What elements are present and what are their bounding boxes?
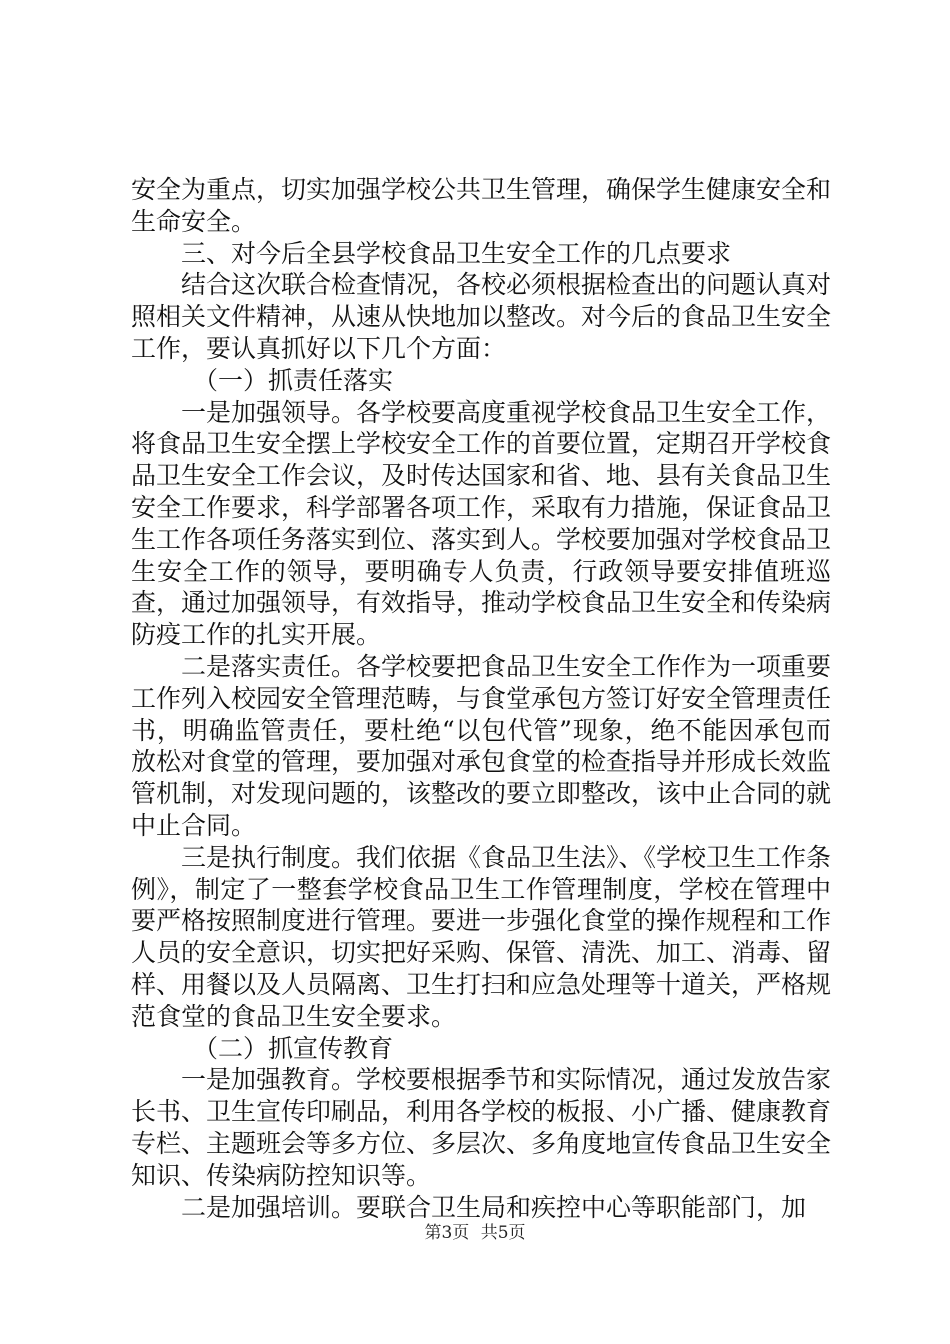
page-footer <box>0 1218 950 1243</box>
page-total: 共5页 <box>480 1223 526 1243</box>
section-heading-3: 三、对今后全县学校食品卫生安全工作的几点要求 <box>181 238 732 268</box>
paragraph-7: 二是加强培训。要联合卫生局和疾控中心等职能部门，加 <box>181 1192 807 1222</box>
document-body <box>131 174 831 1223</box>
paragraph-6: 一是加强教育。学校要根据季节和实际情况，通过发放告家长书、卫生宣传印刷品，利用各学校的板报、小广播、健康教育专栏、主题班会等多方位、多层次、多角度地宣传食品卫生安全知识、传染病防控知识等。 <box>131 1065 832 1190</box>
paragraph-4: 二是落实责任。各学校要把食品卫生安全工作作为一项重要工作列入校园安全管理范畴，与食堂承包方签订好安全管理责任书，明确监管责任，要杜绝“以包代管”现象，绝不能因承包而放松对食堂的管理，要加强对承包食堂的检查指导并形成长效监管机制，对发现问题的，该整改的要立即整改，该中止合同的就中止合同。 <box>131 651 832 840</box>
paragraph-2: 结合这次联合检查情况，各校必须根据检查出的问题认真对照相关文件精神，从速从快地加以整改。对今后的食品卫生安全工作，要认真抓好以下几个方面： <box>131 270 832 363</box>
paragraph-3: 一是加强领导。各学校要高度重视学校食品卫生安全工作，将食品卫生安全摆上学校安全工作的首要位置，定期召开学校食品卫生安全工作会议，及时传达国家和省、地、县有关食品卫生安全工作要求，科学部署各项工作，采取有力措施，保证食品卫生工作各项任务落实到位、落实到人。学校要加强对学校食品卫生安全工作的领导，要明确专人负责，行政领导要安排值班巡查，通过加强领导，有效指导，推动学校食品卫生安全和传染病防疫工作的扎实开展。 <box>131 397 832 650</box>
paragraph-1: 安全为重点，切实加强学校公共卫生管理，确保学生健康安全和生命安全。 <box>131 175 832 236</box>
subsection-heading-2: （二）抓宣传教育 <box>193 1033 394 1063</box>
subsection-heading-1: （一）抓责任落实 <box>193 365 394 395</box>
page-number: 第3页 <box>424 1223 470 1243</box>
paragraph-5: 三是执行制度。我们依据《食品卫生法》、《学校卫生工作条例》，制定了一整套学校食品卫生工作管理制度，学校在管理中要严格按照制度进行管理。要进一步强化食堂的操作规程和工作人员的安全意识，切实把好采购、保管、清洗、加工、消毒、留样、用餐以及人员隔离、卫生打扫和应急处理等十道关，严格规范食堂的食品卫生安全要求。 <box>131 842 832 1031</box>
